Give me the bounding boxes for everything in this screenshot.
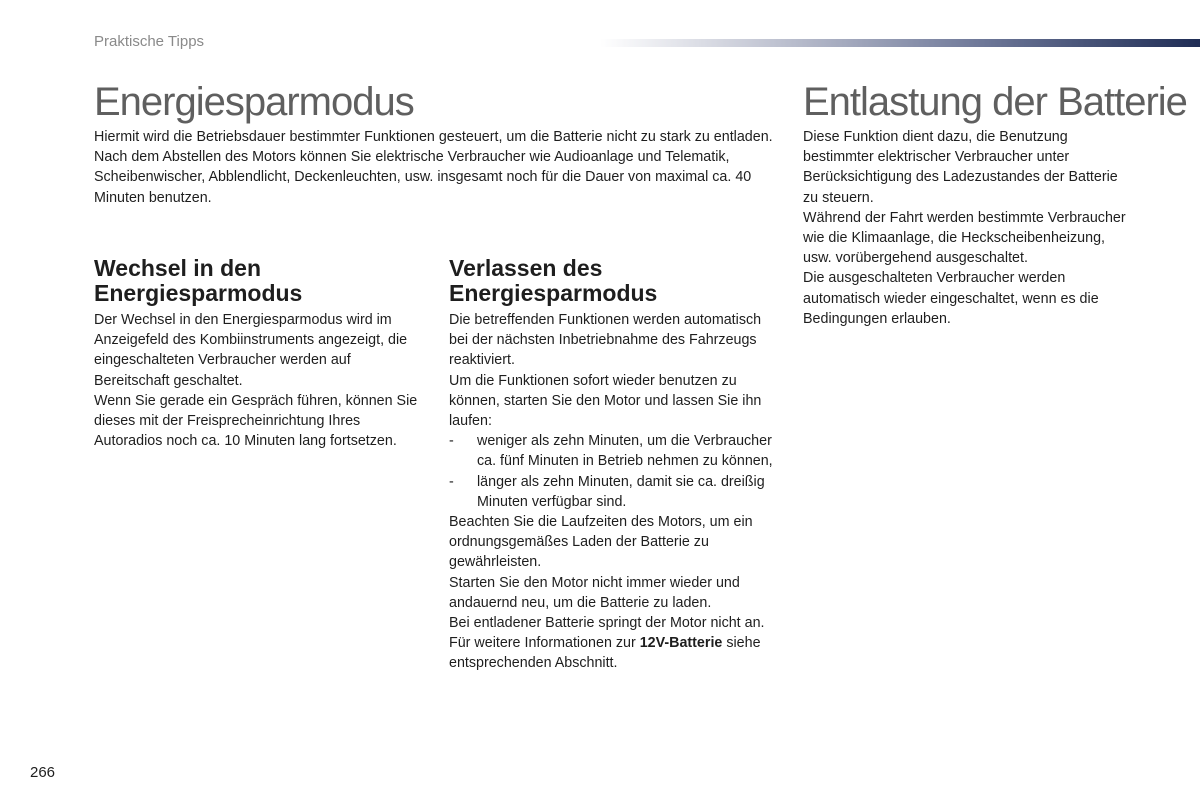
reference-suffix: siehe entsprechenden Abschnitt.: [449, 635, 761, 672]
bullet-text: weniger als zehn Minuten, um die Verbraucher ca. fünf Minuten in Betrieb nehmen zu können,: [477, 433, 773, 470]
entlastung-paragraph-3: Die ausgeschalteten Verbraucher werden automatisch wieder eingeschaltet, wenn es die Bedingungen erlauben.: [803, 270, 1099, 327]
battery-reference: 12V-Batterie: [639, 635, 723, 652]
header-gradient-bar: [600, 39, 1200, 47]
entlastung-text: [803, 127, 1133, 329]
section-label: Praktische Tipps: [94, 33, 205, 50]
wechsel-paragraph-1: Der Wechsel in den Energiesparmodus wird im Anzeigefeld des Kombiinstruments angezeigt, die eingeschalteten Verbraucher werden auf Bereitschaft geschaltet.: [94, 312, 408, 389]
intro-text: [94, 127, 784, 208]
bullet-text: länger als zehn Minuten, damit sie ca. dreißig Minuten verfügbar sind.: [477, 473, 765, 510]
title-energiesparmodus: Energiesparmodus: [94, 80, 414, 124]
wechsel-text: [94, 310, 424, 451]
entlastung-paragraph-2: Während der Fahrt werden bestimmte Verbraucher wie die Klimaanlage, die Heckscheibenheizung, usw. vorübergehend ausgeschaltet.: [803, 209, 1126, 267]
page-number: 266: [30, 764, 56, 781]
bullet-marker: -: [449, 473, 454, 490]
verlassen-paragraph-3: Beachten Sie die Laufzeiten des Motors, um ein ordnungsgemäßes Laden der Batterie zu gewährleisten.: [449, 514, 753, 571]
heading-wechsel: Wechsel in den Energiesparmodus: [94, 255, 303, 306]
bullet-item: [449, 431, 779, 471]
intro-paragraph-2: Nach dem Abstellen des Motors können Sie elektrische Verbraucher wie Audioanlage und Telematik, Scheibenwischer, Abblendlicht, Deckenleuchten, usw. insgesamt noch für die Dauer von maximal ca. 40 Minuten benutzen.: [94, 149, 752, 206]
verlassen-paragraph-5: Bei entladener Batterie springt der Motor nicht an.: [449, 615, 765, 632]
wechsel-paragraph-2: Wenn Sie gerade ein Gespräch führen, können Sie dieses mit der Freisprecheinrichtung Ihres Autoradios noch ca. 10 Minuten lang fortsetzen.: [94, 392, 418, 450]
verlassen-paragraph-2: Um die Funktionen sofort wieder benutzen zu können, starten Sie den Motor und lassen Sie ihn laufen:: [449, 372, 762, 430]
verlassen-paragraph-4: Starten Sie den Motor nicht immer wieder und andauernd neu, um die Batterie zu laden.: [449, 574, 740, 611]
bullet-marker: -: [449, 433, 454, 450]
verlassen-paragraph-1: Die betreffenden Funktionen werden automatisch bei der nächsten Inbetriebnahme des Fahrzeugs reaktiviert.: [449, 312, 762, 369]
heading-verlassen: Verlassen des Energiesparmodus: [449, 255, 658, 306]
title-entlastung: Entlastung der Batterie: [803, 80, 1187, 124]
intro-paragraph-1: Hiermit wird die Betriebsdauer bestimmter Funktionen gesteuert, um die Batterie nicht zu stark zu entladen.: [94, 129, 773, 145]
reference-prefix: Für weitere Informationen zur: [449, 635, 640, 652]
verlassen-text: [449, 310, 779, 674]
entlastung-paragraph-1: Diese Funktion dient dazu, die Benutzung bestimmter elektrischer Verbraucher unter Berücksichtigung des Ladezustandes der Batterie zu steuern.: [803, 129, 1118, 206]
verlassen-paragraph-6: [449, 633, 779, 673]
bullet-item: [449, 472, 779, 512]
